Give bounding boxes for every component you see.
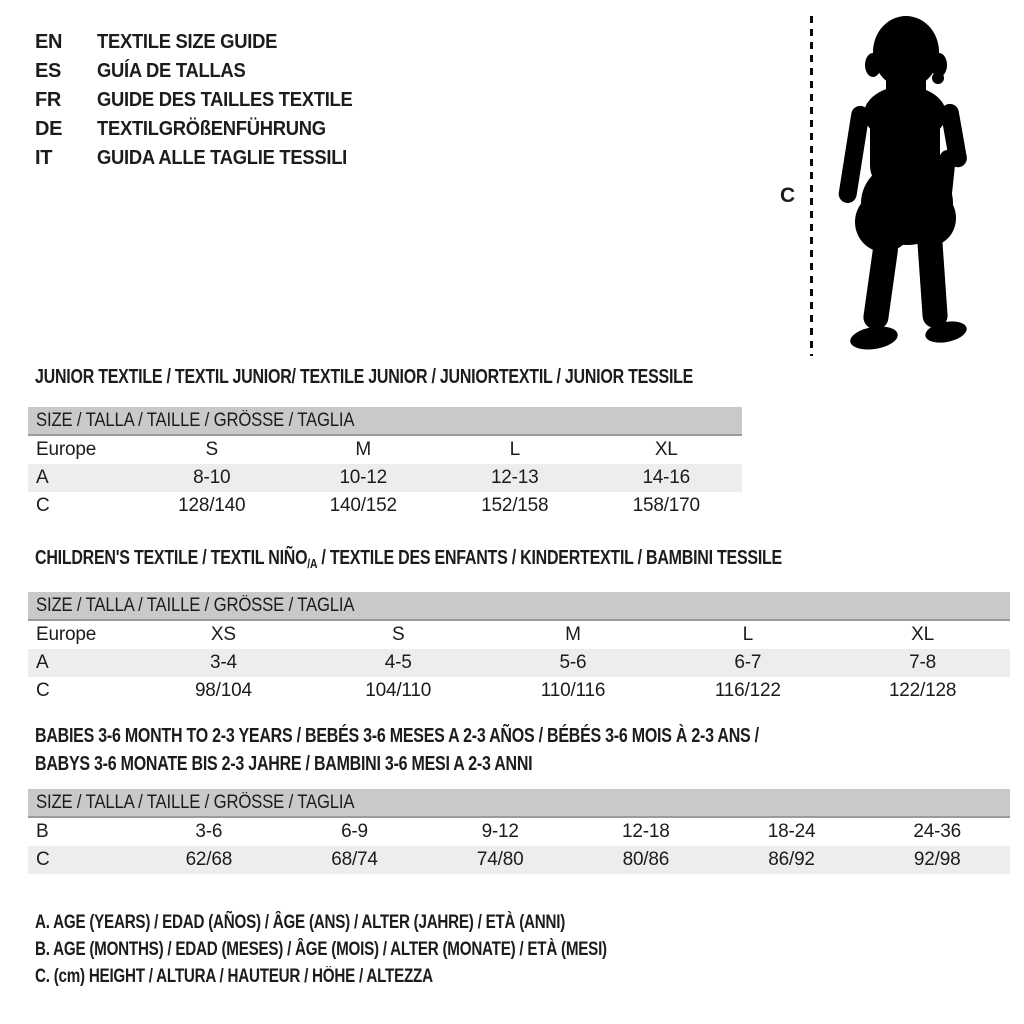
lang-code: DE — [35, 118, 63, 140]
guide-title-es: GUÍA DE TALLAS — [97, 60, 246, 82]
section-heading-children: CHILDREN'S TEXTILE / TEXTIL $NIÑO_{/A}$ / TEXTILE DES ENFANTS / KINDERTEXTIL / BAMBINI TESSILE — [35, 547, 782, 571]
table-cell: 7-8 — [909, 652, 937, 673]
table-cell: 9-12 — [481, 821, 519, 842]
row-label: A — [36, 467, 49, 488]
lang-row-en — [35, 28, 375, 57]
lang-row-de — [35, 115, 375, 144]
size-table-body — [28, 436, 742, 520]
table-cell: 10-12 — [339, 467, 388, 488]
lang-row-it — [35, 144, 375, 173]
row-label: C — [36, 680, 50, 701]
language-title-list — [35, 28, 375, 173]
table-cell: M — [355, 439, 372, 460]
size-table-body — [28, 621, 1010, 705]
table-cell: 86/92 — [768, 849, 815, 870]
toddler-silhouette-icon — [824, 10, 994, 360]
size-table-header: SIZE / TALLA / TAILLE / GRÖSSE / TAGLIA — [28, 592, 1010, 621]
table-cell: 128/140 — [178, 495, 246, 516]
table-row — [28, 818, 1010, 846]
table-cell: 68/74 — [331, 849, 378, 870]
table-cell: 80/86 — [622, 849, 670, 870]
nino-a-subscript: /A — [307, 556, 318, 571]
section-heading-babies: BABIES 3-6 MONTH TO 2-3 YEARS / BEBÉS 3-6 MESES A 2-3 AÑOS / BÉBÉS 3-6 MOIS À 2-3 ANS / BABYS 3-6 MONATE BIS 2-3 JAHRE / BAMBINI 3-6 MESI A 2-3 ANNI — [35, 725, 759, 775]
row-label: A — [36, 652, 49, 673]
table-row — [28, 464, 742, 492]
lang-row-fr — [35, 86, 375, 115]
row-label: B — [36, 821, 49, 842]
table-cell: 104/110 — [365, 680, 432, 701]
table-row — [28, 492, 742, 520]
table-cell: 6-9 — [341, 821, 368, 842]
table-cell: 92/98 — [913, 849, 961, 870]
table-cell: 140/152 — [329, 495, 397, 516]
table-row — [28, 649, 1010, 677]
table-cell: XL — [654, 439, 678, 460]
row-label: Europe — [36, 624, 97, 645]
table-cell: 98/104 — [194, 680, 252, 701]
lang-code: ES — [35, 60, 62, 82]
height-measure-figure — [778, 8, 1018, 362]
table-cell: 12-13 — [490, 467, 539, 488]
lang-code: IT — [35, 147, 53, 169]
legend-notes — [35, 912, 750, 993]
guide-title-en: TEXTILE SIZE GUIDE — [97, 31, 278, 53]
table-row — [28, 436, 742, 464]
table-row — [28, 621, 1010, 649]
size-table-children — [28, 592, 1010, 705]
table-cell: 8-10 — [193, 467, 231, 488]
size-table-babies — [28, 789, 1010, 874]
size-table-header: SIZE / TALLA / TAILLE / GRÖSSE / TAGLIA — [28, 789, 1010, 818]
row-label: C — [36, 495, 50, 516]
table-cell: L — [509, 439, 520, 460]
lang-code: FR — [35, 89, 62, 111]
table-cell: 12-18 — [622, 821, 670, 842]
size-table-header: SIZE / TALLA / TAILLE / GRÖSSE / TAGLIA — [28, 407, 742, 436]
lang-code: EN — [35, 31, 63, 53]
size-table-body — [28, 818, 1010, 874]
table-cell: 152/158 — [481, 495, 549, 516]
table-cell: 4-5 — [384, 652, 412, 673]
table-row — [28, 846, 1010, 874]
table-cell: 74/80 — [476, 849, 524, 870]
table-cell: 158/170 — [632, 495, 700, 516]
section-heading-junior: JUNIOR TEXTILE / TEXTIL JUNIOR/ TEXTILE JUNIOR / JUNIORTEXTIL / JUNIOR TESSILE — [35, 366, 694, 388]
row-label: Europe — [36, 439, 97, 460]
lang-row-es — [35, 57, 375, 86]
table-cell: S — [205, 439, 218, 460]
note-height-cm: C. (cm) HEIGHT / ALTURA / HAUTEUR / HÖHE / ALTEZZA — [35, 966, 433, 987]
height-measure-label: C — [780, 184, 796, 207]
table-cell: 122/128 — [888, 680, 957, 701]
guide-title-de: TEXTILGRÖßENFÜHRUNG — [97, 118, 326, 140]
note-age-years: A. AGE (YEARS) / EDAD (AÑOS) / ÂGE (ANS) / ALTER (JAHRE) / ETÀ (ANNI) — [35, 912, 566, 933]
table-cell: 3-6 — [195, 821, 223, 842]
table-cell: 24-36 — [913, 821, 961, 842]
table-cell: S — [391, 624, 405, 645]
guide-title-it: GUIDA ALLE TAGLIE TESSILI — [97, 147, 348, 169]
table-cell: 5-6 — [559, 652, 587, 673]
table-cell: M — [565, 624, 581, 645]
table-cell: 110/116 — [540, 680, 606, 701]
table-cell: 62/68 — [185, 849, 233, 870]
table-row — [28, 677, 1010, 705]
table-cell: 18-24 — [767, 821, 816, 842]
table-cell: 6-7 — [734, 652, 762, 673]
size-table-junior — [28, 407, 742, 520]
note-age-months: B. AGE (MONTHS) / EDAD (MESES) / ÂGE (MOIS) / ALTER (MONATE) / ETÀ (MESI) — [35, 939, 607, 960]
guide-title-fr: GUIDE DES TAILLES TEXTILE — [97, 89, 353, 111]
table-cell: XL — [911, 624, 934, 645]
table-cell: 116/122 — [714, 680, 781, 701]
table-cell: 14-16 — [642, 467, 691, 488]
height-dotted-line — [810, 16, 813, 356]
table-cell: L — [742, 624, 753, 645]
table-cell: 3-4 — [209, 652, 237, 673]
table-cell: XS — [210, 624, 236, 645]
row-label: C — [36, 849, 50, 870]
